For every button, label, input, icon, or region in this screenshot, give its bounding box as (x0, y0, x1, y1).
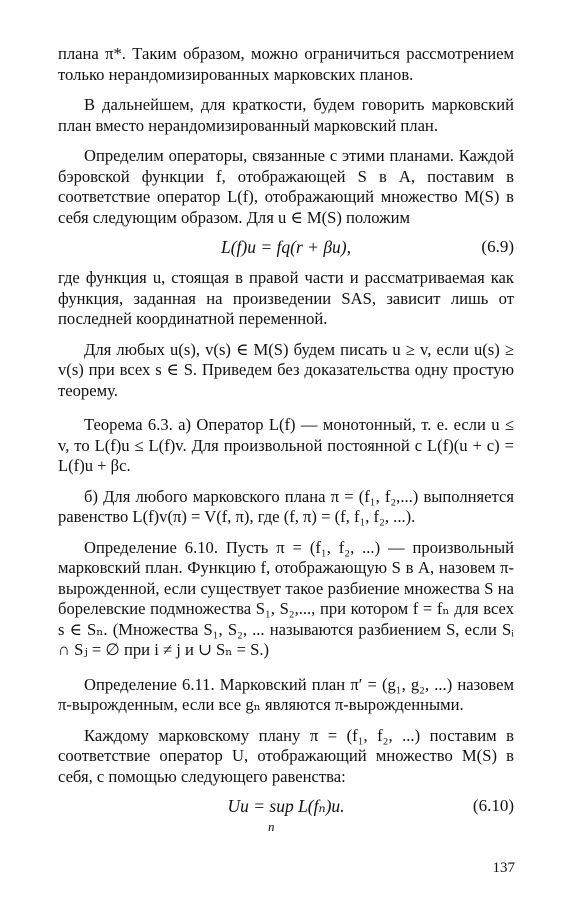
equation-6-9-formula: L(f)u = fq(r + βu), (220, 237, 352, 257)
equation-6-10-number: (6.10) (472, 796, 514, 815)
equation-6-10 (58, 787, 514, 834)
theorem-6-3-part-b: б) Для любого марковского плана π = (f₁, f₂,...) выполняется равенство L(f)v(π) = V(f, π), где (f, π) = (f, f₁, f₂, ...). (58, 486, 514, 526)
paragraph-3: Определим операторы, связанные с этими планами. Каждой бэровской функции f, отображающей S в A, поставим в соответствие оператор L(f), отображающий множество M(S) в себя следующим образом. Для u ∈ M(S) положим (58, 146, 514, 227)
equation-6-10-formula: Uu = sup L(fₙ)u. (227, 796, 345, 816)
equation-6-9 (58, 228, 514, 268)
paragraph-1: плана π*. Таким образом, можно ограничиться рассмотрением только нерандомизированных марковских планов. (58, 44, 514, 84)
definition-6-10: Определение 6.10. Пусть π = (f₁, f₂, ...) — произвольный марковский план. Функцию f, отображающую S в A, назовем π-вырожденной, если существует такое разбиение множества S на борелевские подмножества S₁, S₂,..., при котором f = fₙ для всех s ∈ Sₙ. (Множества S₁, S₂, ... называются разбиением S, если Sᵢ ∩ Sⱼ = ∅ при i ≠ j и ∪ Sₙ = S.) (58, 537, 514, 659)
page-number: 137 (492, 860, 515, 876)
paragraph-4: где функция u, стоящая в правой части и рассматриваемая как функция, заданная на произведении SAS, зависит лишь от последней координатной переменной. (58, 268, 514, 328)
paragraph-10: Каждому марковскому плану π = (f₁, f₂, ...) поставим в соответствие оператор U, отображающий множество M(S) в себя, с помощью следующего равенства: (58, 725, 514, 786)
equation-6-9-number: (6.9) (481, 237, 514, 256)
equation-6-10-subscript: n (268, 819, 275, 834)
paragraph-2: В дальнейшем, для краткости, будем говорить марковский план вместо нерандомизированный марковский план. (58, 95, 514, 135)
theorem-6-3: Теорема 6.3. а) Оператор L(f) — монотонный, т. е. если u ≤ v, то L(f)u ≤ L(f)v. Для произвольной постоянной c L(f)(u + c) = L(f)u + βc. (58, 415, 514, 475)
definition-6-11: Определение 6.11. Марковский план π′ = (g₁, g₂, ...) назовем π-вырожденным, если все gₙ являются π-вырожденными. (58, 674, 514, 714)
page-body (58, 44, 514, 834)
paragraph-5: Для любых u(s), v(s) ∈ M(S) будем писать u ≥ v, если u(s) ≥ v(s) при всех s ∈ S. Приведем без доказательства одну простую теорему. (58, 339, 514, 400)
